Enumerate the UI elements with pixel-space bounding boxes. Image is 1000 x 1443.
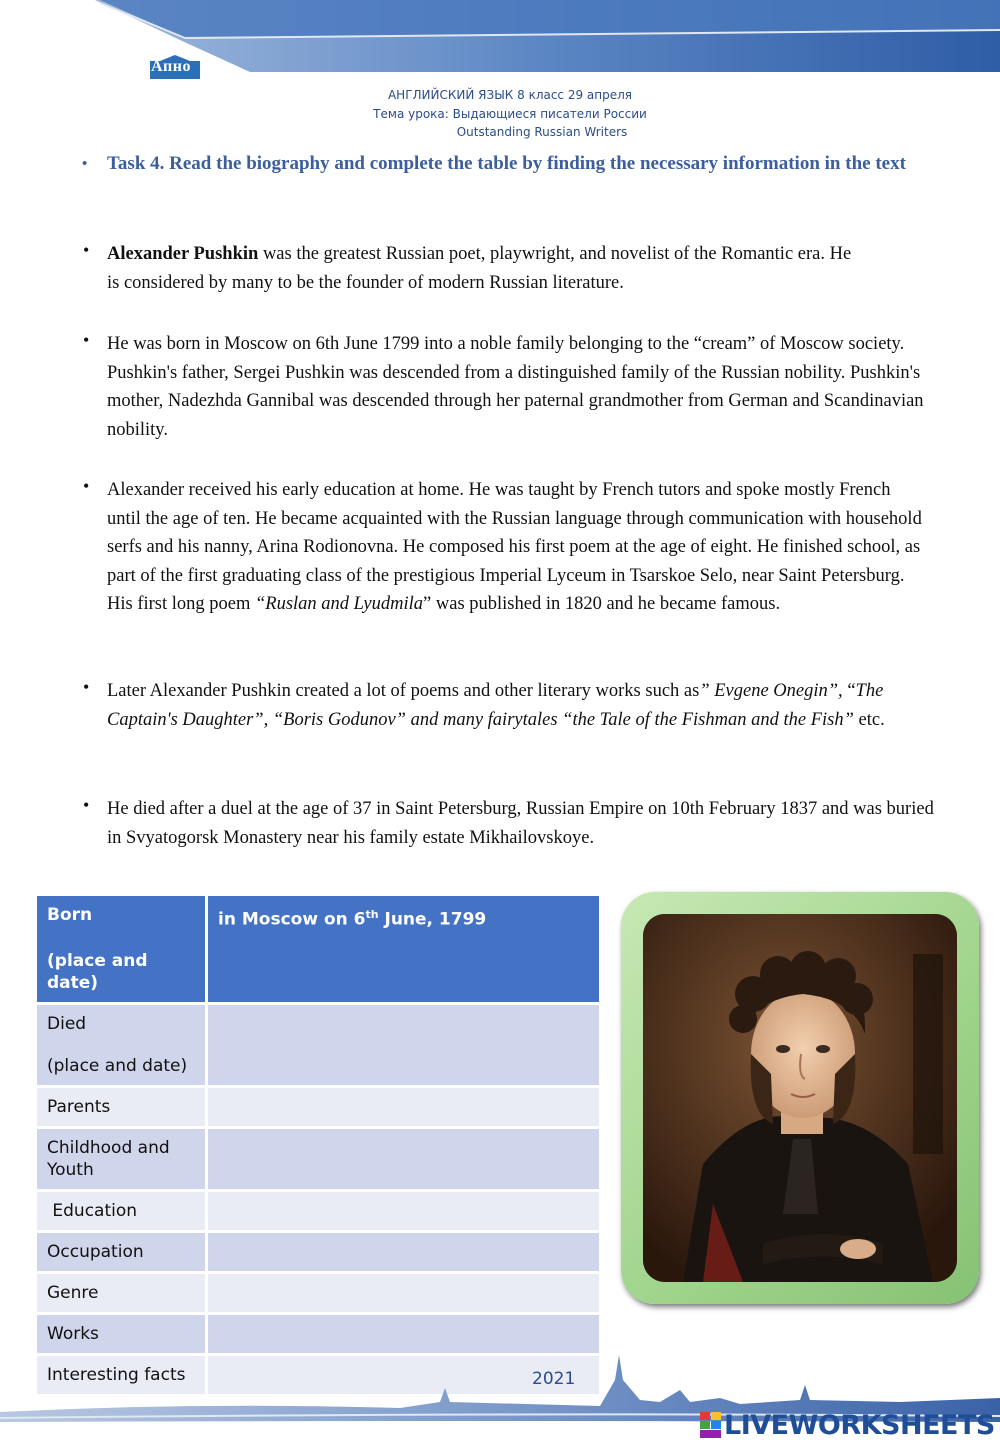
label-born [36, 895, 207, 1004]
lesson-topic-english: Outstanding Russian Writers [456, 125, 628, 139]
task-text: Task 4. Read the biography and complete the table by finding the necessary information in the text [107, 153, 906, 174]
pushkin-portrait [643, 914, 957, 1282]
died-label: Died [47, 1014, 87, 1034]
lesson-subject: АНГЛИЙСКИЙ ЯЗЫК 8 класс 29 апреля [387, 88, 633, 102]
task-instruction [80, 150, 920, 178]
paragraph-works [107, 677, 927, 734]
label-occupation: Occupation [36, 1232, 207, 1273]
answer-genre[interactable] [207, 1273, 601, 1314]
liveworksheets-brand[interactable]: LIVEWORKSHEETS [724, 1410, 995, 1441]
label-works: Works [36, 1314, 207, 1355]
answer-occupation[interactable] [207, 1232, 601, 1273]
footer-year: 2021 [532, 1369, 576, 1389]
liveworksheets-logo-icon [700, 1412, 722, 1438]
answer-works[interactable] [207, 1314, 601, 1355]
ruslan-title: “Ruslan and Lyudmila [255, 594, 424, 614]
table-row-occupation [36, 1232, 601, 1273]
answer-died[interactable] [207, 1004, 601, 1087]
bullet-marker: • [83, 795, 90, 815]
pushkin-name: Alexander Pushkin [107, 244, 259, 264]
task-bullet: • [82, 156, 88, 172]
born-label: Born [47, 905, 93, 925]
paragraph-birth: He was born in Moscow on 6th June 1799 into a noble family belonging to the “cream” of Moscow society. Pushkin's father, Sergei Pushkin was descended from a distinguished family of the Russian nobility. Pushkin's mother, Nadezhda Gannibal was descended through her paternal grandmother from German and Scandinavian nobility. [107, 334, 924, 440]
biography-table [34, 893, 602, 1397]
portrait-frame [621, 892, 979, 1304]
table-row-died [36, 1004, 601, 1087]
label-childhood: Childhood and Youth [36, 1128, 207, 1191]
label-facts: Interesting facts [36, 1355, 207, 1396]
logo-text: Апно [151, 58, 191, 75]
table-row-education [36, 1191, 601, 1232]
label-parents: Parents [36, 1087, 207, 1128]
bullet-marker: • [83, 476, 90, 496]
lesson-topic: Тема урока: Выдающиеся писатели России [373, 107, 647, 121]
answer-childhood[interactable] [207, 1128, 601, 1191]
works-text: Later Alexander Pushkin created a lot of poems and other literary works such as [107, 681, 700, 701]
table-row-childhood [36, 1128, 601, 1191]
works-quote: “ [842, 681, 856, 701]
born-sup: th [365, 908, 379, 921]
works-etc: etc. [853, 709, 885, 730]
table-row-genre [36, 1273, 601, 1314]
label-genre: Genre [36, 1273, 207, 1314]
value-born[interactable] [207, 895, 601, 1004]
onegin-title: ” Evgene Onegin”, [699, 681, 843, 701]
education-text-end: ” was published in 1820 and he became famous. [423, 594, 781, 614]
died-sublabel: (place and date) [47, 1056, 188, 1076]
table-row-works [36, 1314, 601, 1355]
table-row-parents [36, 1087, 601, 1128]
answer-parents[interactable] [207, 1087, 601, 1128]
bullet-marker: • [83, 330, 90, 350]
works-titles: The Captain's Daughter”, “Boris Godunov” and many fairytales “the Tale of the Fishman and the Fish” [107, 681, 884, 730]
bullet-marker: • [83, 240, 90, 260]
table-row-born [36, 895, 601, 1004]
born-sublabel: (place and date) [47, 951, 148, 993]
answer-education[interactable] [207, 1191, 601, 1232]
label-education: Education [36, 1191, 207, 1232]
paragraph-death: He died after a duel at the age of 37 in Saint Petersburg, Russian Empire on 10th February 1837 and was buried in Svyatogorsk Monastery near his family estate Mikhailovskoye. [107, 799, 934, 848]
bullet-marker: • [83, 677, 90, 697]
intro-text: was the greatest Russian poet, playwright, and novelist of the Romantic era. He is considered by many to be the founder of modern Russian literature. [107, 244, 852, 293]
label-died [36, 1004, 207, 1087]
paragraph-education [107, 476, 927, 619]
born-value: in Moscow on 6 [218, 909, 366, 930]
paragraph-intro [107, 240, 867, 297]
education-text: Alexander received his early education at home. He was taught by French tutors and spoke mostly French until the age of ten. He became acquainted with the Russian language through communication with household serfs and his nanny, Arina Rodionovna. He composed his first poem at the age of eight. He finished school, as part of the first graduating class of the prestigious Imperial Lyceum in Tsarskoe Selo, near Saint Petersburg. His first long poem [107, 480, 922, 614]
born-value-end: June, 1799 [378, 909, 487, 930]
